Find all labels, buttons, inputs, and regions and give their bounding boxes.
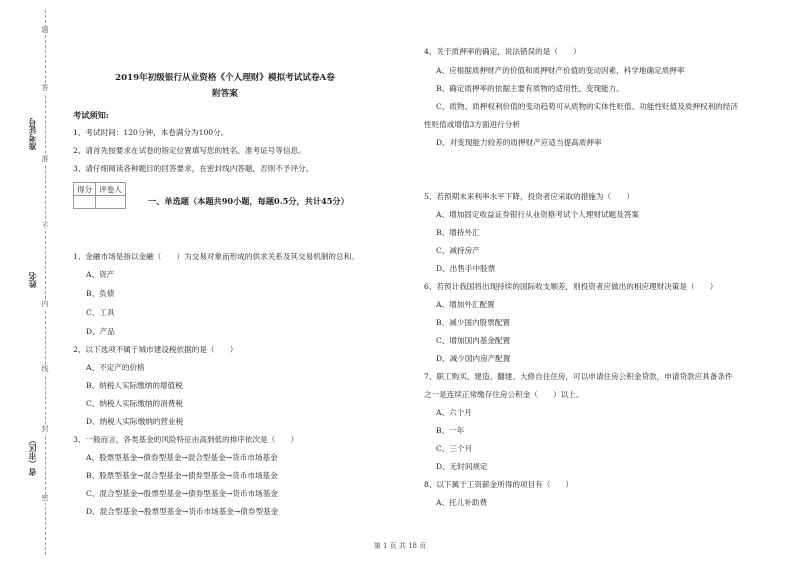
question-option: A、六个月: [436, 408, 472, 417]
notice-item: 1、考试时间：120分钟，本卷满分为100分。: [73, 128, 229, 137]
question-option: C、三个月: [436, 444, 473, 453]
binding-margin: [28, 0, 54, 565]
question-option: D、无时间规定: [436, 462, 488, 471]
question-stem: 7、职工购买、建造、翻建、大修自住住房，可以申请住房公积金贷款，申请贷款应具备条件: [424, 372, 733, 381]
grader-label: 评卷人: [96, 183, 126, 196]
question-option: B、减少国内股票配置: [436, 318, 510, 327]
question-option-continued: 性贬值或增值3方面进行分析: [424, 120, 520, 129]
question-stem: 3、一般而言，各类基金的风险特征由高到低的排序依次是（ ）: [73, 435, 299, 444]
question-option: B、纳税人实际缴纳的增值税: [86, 381, 183, 390]
question-option: D、纳税人实际缴纳的营业税: [86, 417, 184, 426]
title-line-2: 附答案: [212, 89, 238, 99]
question-stem: 2、以下选项不属于城市建设税依据的是（ ）: [73, 345, 238, 354]
question-stem: 1、金融市场是指以金融（ ）为交易对象而形成的供求关系及其交易机制的总和。: [73, 252, 359, 261]
question-option: C、纳税人实际缴纳的消费税: [86, 399, 183, 408]
seal-mark: 答: [41, 84, 49, 92]
seal-mark: 密: [41, 494, 49, 502]
question-option: C、混合型基金→股票型基金→债券型基金→货币市场基金: [86, 489, 278, 498]
question-option: D、混合型基金→股票型基金→货币市场基金→债券型基金: [86, 507, 279, 516]
question-option: D、减少国内房产配置: [436, 354, 511, 363]
score-cell: [74, 196, 96, 209]
title-line-1: 2019年初级银行从业资格《个人理财》模拟考试试卷A卷: [115, 73, 335, 83]
seal-mark: 线: [41, 365, 49, 373]
grader-cell: [96, 196, 126, 209]
exam-number-label: 准考证号: [27, 118, 37, 150]
seal-mark: 内: [41, 300, 49, 308]
name-label: 姓名: [27, 272, 37, 288]
question-option: B、股票型基金→混合型基金→债券型基金→货币市场基金: [86, 471, 278, 480]
notice-item: 3、请仔细阅读各种题目的回答要求，在密封线内答题，否则不予评分。: [73, 164, 314, 173]
question-stem-continued: 之一是连续正常缴存住房公积金（ ）以上。: [424, 390, 584, 399]
question-stem: 4、关于质押率的确定，说法错误的是（ ）: [424, 47, 581, 56]
section-heading: 一、单选题（本题共90小题，每题0.5分，共计45分）: [148, 196, 349, 206]
question-option: A、应根据质押财产的价值和质押财产价值的变动因素，科学地确定质押率: [436, 66, 685, 75]
notice-item: 2、请首先按要求在试卷的指定位置填写您的姓名、准考证号等信息。: [73, 146, 306, 155]
question-option: A、不定产的价格: [86, 363, 145, 372]
score-label: 得分: [74, 183, 96, 196]
question-stem: 5、若预期未来利率水平下降，投资者应采取的措施为（ ）: [424, 192, 634, 201]
question-stem: 6、若预计我国将出现持续的国际收支顺差，则投资者应做出的相应理财决策是（ ）: [424, 282, 718, 291]
question-option: B、确定质押率的依据主要有质物的适用性、变现能力。: [436, 84, 624, 93]
seal-mark: 不: [41, 222, 49, 230]
question-option: A、增加外汇配置: [436, 300, 495, 309]
score-box: [73, 182, 126, 209]
question-option: D、对变现能力较差的质押财产应适当提高质押率: [436, 138, 602, 147]
question-stem: 8、以下属于工资薪金所得的项目有（ ）: [424, 480, 574, 489]
question-option: D、产品: [86, 327, 115, 336]
seal-mark: 封: [41, 425, 49, 433]
province-label: 省（市区）: [27, 436, 37, 476]
question-option: A、股票型基金→债券型基金→混合型基金→货币市场基金: [86, 453, 278, 462]
question-option: A、增加固定收益证券银行从业资格考试个人理财试题及答案: [436, 210, 639, 219]
question-option: D、出售手中股票: [436, 264, 496, 273]
question-option: B、负债: [86, 289, 115, 298]
question-option: C、增加国内基金配置: [436, 336, 511, 345]
seal-mark: 题: [41, 26, 49, 34]
question-option: C、减持房产: [436, 246, 480, 255]
question-option: B、增持外汇: [436, 228, 480, 237]
question-option: C、质物、质押权利价值的变动趋势可从质物的实体性贬值、功能性贬值及质押权利的经济: [436, 102, 738, 111]
page-number: 第 1 页 共 18 页: [373, 542, 427, 550]
question-option: B、一年: [436, 426, 465, 435]
seal-mark: 准: [41, 155, 49, 163]
page-title: [72, 70, 378, 102]
question-option: A、托儿补助费: [436, 498, 488, 507]
question-option: A、资产: [86, 270, 115, 279]
question-option: C、工具: [86, 308, 115, 317]
notice-heading: 考试须知:: [73, 110, 109, 120]
